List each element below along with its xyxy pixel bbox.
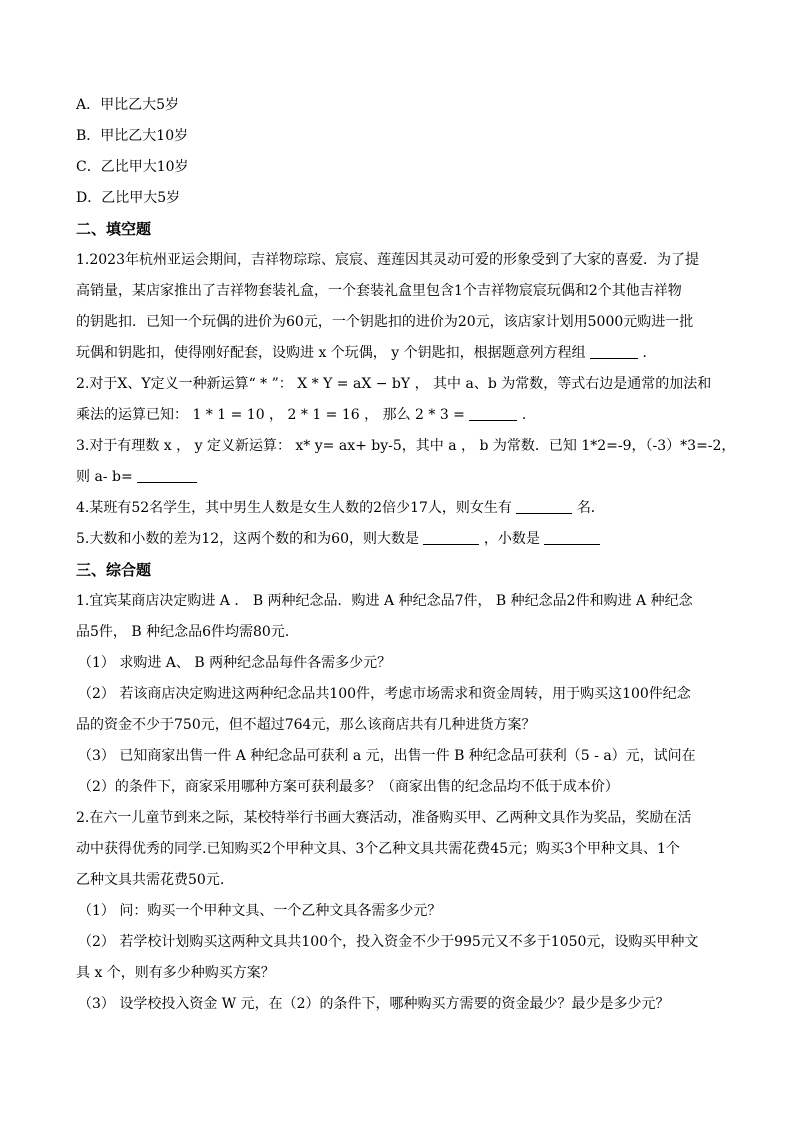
fill-q1-line4 [76,338,726,369]
comp-q2-part2a: （2） 若学校计划购买这两种文具共100个，投入资金不少于995元又不多于1050元，设购买甲种文 [78,934,699,950]
comp-q1-line2: 品5件， B 种纪念品6件均需80元． [76,624,299,640]
answer-blank[interactable] [516,499,572,514]
fill-q5-line1 [76,524,726,555]
comp-q1-part1: （1） 求购进 A、 B 两种纪念品每件各需多少元？ [78,655,392,671]
fill-q5-text: 5.大数和小数的差为12，这两个数的和为60，则大数是 [76,531,419,547]
section-heading-comprehensive: 三、综合题 [76,561,152,579]
comp-q1-part3b: （2）的条件下，商家采用哪种方案可获利最多？（商家出售的纪念品均不低于成本价） [78,779,619,795]
comp-q2-part1: （1） 问：购买一个甲种文具、一个乙种文具各需多少元？ [78,903,442,919]
comp-q2-line1: 2.在六一儿童节到来之际，某校特举行书画大赛活动，准备购买甲、乙两种文具作为奖品，奖励在活 [76,810,692,826]
comp-q2-part3: （3） 设学校投入资金 W 元，在（2）的条件下，哪种购买方需要的资金最少？最少是多少元？ [78,996,670,1012]
fill-q3-line1: 3.对于有理数 x ， y 定义新运算： x* y= ax+ by-5，其中 a ， b 为常数．已知 1*2=-9，（-3）*3=-2， [76,438,736,454]
comp-q2-part2b: 具 x 个，则有多少种购买方案？ [76,965,275,981]
fill-q3-line2 [76,462,726,493]
fill-q1-line1: 1.2023年杭州亚运会期间，吉祥物琮琮、宸宸、莲莲因其灵动可爱的形象受到了大家的喜爱．为了提 [76,252,699,268]
answer-blank[interactable] [137,468,197,483]
fill-q5-mid: ，小数是 [483,531,540,547]
fill-q4-line1 [76,493,726,524]
answer-blank-small[interactable] [544,530,600,545]
answer-blank[interactable] [590,344,638,359]
fill-q2-line2-end: . [521,407,527,423]
fill-q1-line4-end: ． [642,345,657,361]
choice-d: D．乙比甲大5岁 [76,190,181,206]
comp-q1-line1: 1.宜宾某商店决定购进 A ． B 两种纪念品．购进 A 种纪念品7件， B 种纪念品2件和购进 A 种纪念 [76,593,693,609]
fill-q1-line4-text: 玩偶和钥匙扣，使得刚好配套，设购进 x 个玩偶， y 个钥匙扣，根据题意列方程组 [76,345,586,361]
choice-b: B．甲比乙大10岁 [76,128,189,144]
comp-q2-line3: 乙种文具共需花费50元. [76,872,225,888]
fill-q1-line2: 高销量，某店家推出了吉祥物套装礼盒，一个套装礼盒里包含1个吉祥物宸宸玩偶和2个其他吉祥物 [76,283,682,299]
fill-q4-text: 4.某班有52名学生，其中男生人数是女生人数的2倍少17人，则女生有 [76,500,512,516]
comp-q1-part3a: （3） 已知商家出售一件 A 种纪念品可获利 a 元，出售一件 B 种纪念品可获利（5 - a）元，试问在 [78,748,696,764]
comp-q1-part2b: 品的资金不少于750元，但不超过764元，那么该商店共有几种进货方案？ [76,717,536,733]
comp-q2-line2: 动中获得优秀的同学.已知购买2个甲种文具、3个乙种文具共需花费45元；购买3个甲种文具、1个 [76,841,680,857]
answer-blank-large[interactable] [423,530,479,545]
fill-q4-end: 名． [576,500,605,516]
fill-q2-line1: 2.对于X、Y定义一种新运算“ * ”： X * Y = aX − bY ， 其中 a、b 为常数，等式右边是通常的加法和 [76,376,712,392]
choice-a: A．甲比乙大5岁 [76,97,180,113]
fill-q3-line2-text: 则 a- b= [76,469,133,485]
fill-q1-line3: 的钥匙扣．已知一个玩偶的进价为60元，一个钥匙扣的进价为20元，该店家计划用5000元购进一批 [76,314,694,330]
comp-q1-part2a: （2） 若该商店决定购进这两种纪念品共100件，考虑市场需求和资金周转，用于购买这100件纪念 [78,686,691,702]
fill-q2-line2-text: 乘法的运算已知： 1 * 1 = 10 ， 2 * 1 = 16 ， 那么 2 * 3 = [76,407,465,423]
answer-blank[interactable] [469,406,517,421]
choice-c: C．乙比甲大10岁 [76,159,189,175]
fill-q2-line2 [76,400,726,431]
section-heading-fill-in: 二、填空题 [76,220,152,238]
worksheet-page [76,90,736,1020]
